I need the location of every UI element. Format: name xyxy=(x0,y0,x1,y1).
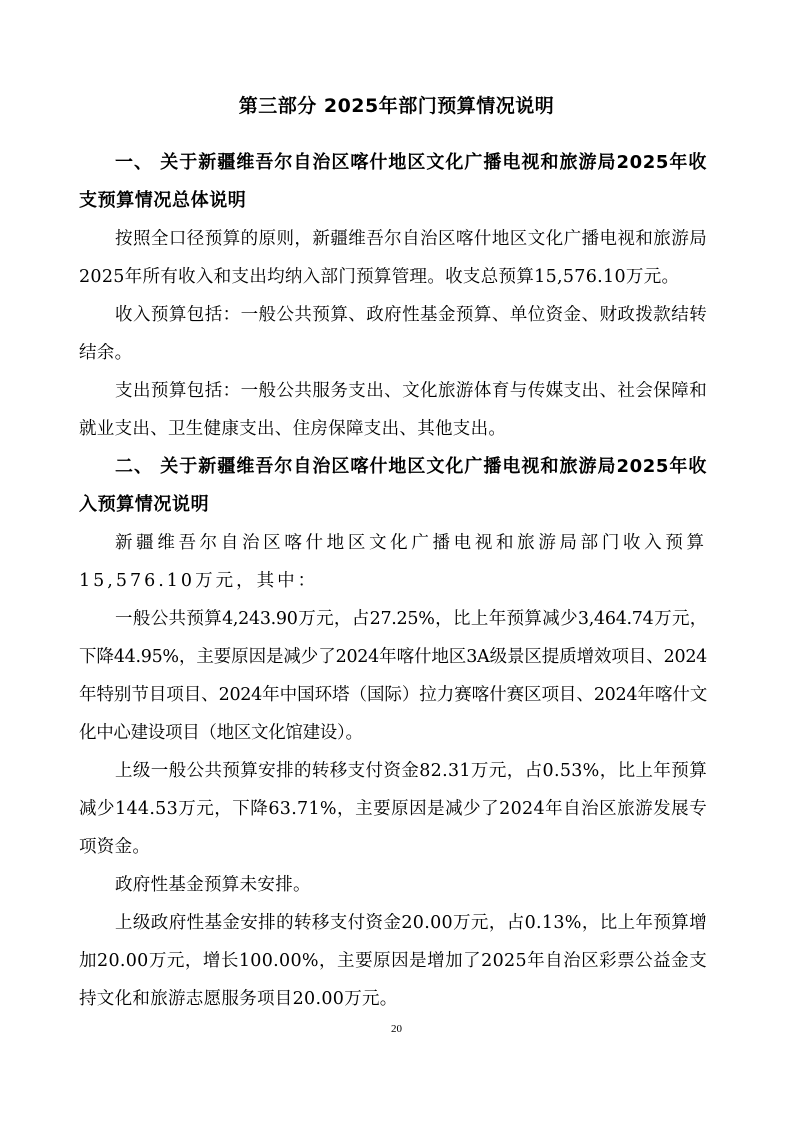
section-1-paragraph-2: 收入预算包括：一般公共预算、政府性基金预算、单位资金、财政拨款结转结余。 xyxy=(79,305,707,363)
section-2-paragraph-2: 一般公共预算4,243.90万元，占27.25%，比上年预算减少3,464.74万元，下降44.95%，主要原因是减少了2024年喀什地区3A级景区提质增效项目、2024年特别节目项目、2024年中国环塔（国际）拉力赛喀什赛区项目、2024年喀什文化中心建设项目（地区文化馆建设）。 xyxy=(79,609,707,743)
page-number: 20 xyxy=(391,1023,402,1035)
section-2-paragraph-5: 上级政府性基金安排的转移支付资金20.00万元，占0.13%，比上年预算增加20.00万元，增长100.00%，主要原因是增加了2025年自治区彩票公益金支持文化和旅游志愿服务项目20.00万元。 xyxy=(79,913,707,1009)
section-1 xyxy=(79,144,707,448)
section-2-paragraph-3: 上级一般公共预算安排的转移支付资金82.31万元，占0.53%，比上年预算减少144.53万元，下降63.71%，主要原因是减少了2024年自治区旅游发展专项资金。 xyxy=(79,761,707,857)
section-1-heading: 一、 关于新疆维吾尔自治区喀什地区文化广播电视和旅游局2025年收支预算情况总体说明 xyxy=(79,152,707,211)
page-title: 第三部分 2025年部门预算情况说明 xyxy=(238,95,555,117)
section-2-paragraph-4: 政府性基金预算未安排。 xyxy=(115,875,311,895)
section-2-paragraph-1: 新疆维吾尔自治区喀什地区文化广播电视和旅游局部门收入预算15,576.10万元，其中： xyxy=(79,533,707,591)
section-2-heading: 二、 关于新疆维吾尔自治区喀什地区文化广播电视和旅游局2025年收入预算情况说明 xyxy=(79,456,707,515)
section-1-paragraph-3: 支出预算包括：一般公共服务支出、文化旅游体育与传媒支出、社会保障和就业支出、卫生健康支出、住房保障支出、其他支出。 xyxy=(79,381,707,439)
section-2 xyxy=(79,448,707,1018)
section-1-paragraph-1: 按照全口径预算的原则，新疆维吾尔自治区喀什地区文化广播电视和旅游局2025年所有收入和支出均纳入部门预算管理。收支总预算15,576.10万元。 xyxy=(79,229,707,287)
